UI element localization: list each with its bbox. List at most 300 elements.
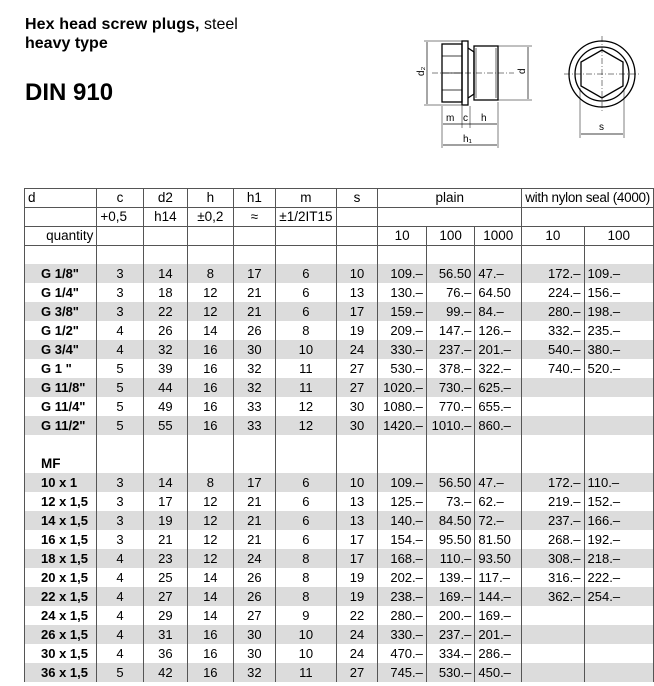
cell-d: 22 x 1,5 — [25, 587, 97, 606]
cell-s: 10 — [336, 473, 378, 492]
table-row — [25, 397, 654, 416]
cell-h: 16 — [188, 416, 233, 435]
cell-d2: 21 — [143, 530, 188, 549]
cell-n100: 198.– — [584, 302, 653, 321]
cell-h1: 30 — [233, 625, 276, 644]
cell-d: 16 x 1,5 — [25, 530, 97, 549]
cell-c: 4 — [97, 587, 143, 606]
cell-c: 5 — [97, 416, 143, 435]
cell-c: 3 — [97, 511, 143, 530]
cell-h: 12 — [188, 492, 233, 511]
cell-d2: 29 — [143, 606, 188, 625]
cell-d2: 39 — [143, 359, 188, 378]
cell-d2: 17 — [143, 492, 188, 511]
cell-p10: 530.– — [378, 359, 426, 378]
cell-n10: 172.– — [522, 264, 584, 283]
cell-d: 20 x 1,5 — [25, 568, 97, 587]
col-header-nylon-seal: with nylon seal (4000) — [522, 189, 654, 208]
cell-s: 30 — [336, 397, 378, 416]
cell-n100: 110.– — [584, 473, 653, 492]
tolerance-row — [25, 208, 654, 227]
cell-d: 12 x 1,5 — [25, 492, 97, 511]
cell-n100 — [584, 378, 653, 397]
cell-d2: 31 — [143, 625, 188, 644]
product-material: steel — [199, 16, 238, 33]
tolerance-h: ±0,2 — [188, 208, 233, 227]
cell-h: 14 — [188, 568, 233, 587]
cell-n10: 172.– — [522, 473, 584, 492]
cell-s: 24 — [336, 625, 378, 644]
cell-h1: 33 — [233, 416, 276, 435]
cell-s: 13 — [336, 492, 378, 511]
table-row — [25, 283, 654, 302]
cell-p100: 334.– — [426, 644, 474, 663]
cell-h1: 32 — [233, 663, 276, 682]
cell-d: 14 x 1,5 — [25, 511, 97, 530]
qty-nylon-10: 10 — [522, 227, 584, 246]
tolerance-d — [25, 208, 97, 227]
cell-p100: 99.– — [426, 302, 474, 321]
cell-n10 — [522, 606, 584, 625]
cell-m: 12 — [276, 416, 336, 435]
cell-m: 8 — [276, 587, 336, 606]
quantity-row — [25, 227, 654, 246]
cell-p1000: 860.– — [475, 416, 522, 435]
cell-p10: 470.– — [378, 644, 426, 663]
cell-d: G 3/8" — [25, 302, 97, 321]
cell-c: 5 — [97, 397, 143, 416]
cell-s: 17 — [336, 549, 378, 568]
cell-s: 22 — [336, 606, 378, 625]
col-header-d2: d2 — [143, 189, 188, 208]
cell-d: 26 x 1,5 — [25, 625, 97, 644]
cell-p10: 238.– — [378, 587, 426, 606]
cell-p10: 1020.– — [378, 378, 426, 397]
cell-c: 4 — [97, 568, 143, 587]
product-subtitle: heavy type — [25, 35, 108, 52]
cell-c: 5 — [97, 663, 143, 682]
cell-d2: 18 — [143, 283, 188, 302]
table-row — [25, 530, 654, 549]
cell-s: 17 — [336, 530, 378, 549]
cell-p1000: 81.50 — [475, 530, 522, 549]
spacer-row — [25, 246, 654, 265]
table-row — [25, 264, 654, 283]
cell-h1: 30 — [233, 644, 276, 663]
cell-p100: 770.– — [426, 397, 474, 416]
table-row — [25, 549, 654, 568]
cell-n100: 109.– — [584, 264, 653, 283]
cell-p10: 109.– — [378, 473, 426, 492]
cell-p100: 73.– — [426, 492, 474, 511]
dimensions-price-table — [24, 188, 654, 682]
cell-m: 10 — [276, 340, 336, 359]
table-row — [25, 359, 654, 378]
cell-m: 6 — [276, 264, 336, 283]
cell-h: 14 — [188, 587, 233, 606]
cell-m: 6 — [276, 283, 336, 302]
cell-m: 6 — [276, 302, 336, 321]
cell-n100: 235.– — [584, 321, 653, 340]
cell-m: 8 — [276, 321, 336, 340]
cell-h: 16 — [188, 359, 233, 378]
cell-n100: 520.– — [584, 359, 653, 378]
cell-m: 12 — [276, 397, 336, 416]
cell-n100: 192.– — [584, 530, 653, 549]
cell-p10: 109.– — [378, 264, 426, 283]
cell-d: 24 x 1,5 — [25, 606, 97, 625]
cell-d2: 44 — [143, 378, 188, 397]
cell-m: 6 — [276, 492, 336, 511]
cell-n100 — [584, 663, 653, 682]
cell-p100: 95.50 — [426, 530, 474, 549]
cell-d2: 32 — [143, 340, 188, 359]
cell-h: 12 — [188, 283, 233, 302]
cell-p1000: 47.– — [475, 264, 522, 283]
cell-d: G 11/4" — [25, 397, 97, 416]
cell-h1: 27 — [233, 606, 276, 625]
cell-m: 8 — [276, 549, 336, 568]
cell-d: 36 x 1,5 — [25, 663, 97, 682]
cell-d2: 49 — [143, 397, 188, 416]
cell-n100 — [584, 397, 653, 416]
cell-c: 3 — [97, 530, 143, 549]
cell-p1000: 47.– — [475, 473, 522, 492]
cell-p10: 202.– — [378, 568, 426, 587]
cell-n100: 156.– — [584, 283, 653, 302]
cell-h1: 21 — [233, 283, 276, 302]
cell-n10 — [522, 663, 584, 682]
cell-n10 — [522, 397, 584, 416]
cell-n100: 380.– — [584, 340, 653, 359]
cell-h: 8 — [188, 264, 233, 283]
table-row — [25, 302, 654, 321]
product-title — [25, 16, 238, 34]
cell-m: 6 — [276, 473, 336, 492]
col-header-s: s — [336, 189, 378, 208]
cell-h: 12 — [188, 530, 233, 549]
table-row — [25, 473, 654, 492]
table-row — [25, 340, 654, 359]
cell-p100: 84.50 — [426, 511, 474, 530]
cell-h: 16 — [188, 663, 233, 682]
cell-p1000: 201.– — [475, 340, 522, 359]
cell-p1000: 126.– — [475, 321, 522, 340]
cell-n10: 268.– — [522, 530, 584, 549]
cell-n100: 254.– — [584, 587, 653, 606]
cell-p10: 159.– — [378, 302, 426, 321]
cell-p100: 56.50 — [426, 264, 474, 283]
cell-d: G 11/2" — [25, 416, 97, 435]
cell-p1000: 169.– — [475, 606, 522, 625]
cell-h1: 32 — [233, 378, 276, 397]
cell-p100: 76.– — [426, 283, 474, 302]
svg-text:d: d — [517, 68, 528, 74]
cell-d2: 27 — [143, 587, 188, 606]
cell-s: 19 — [336, 587, 378, 606]
header-row — [25, 189, 654, 208]
table-row — [25, 492, 654, 511]
cell-p100: 56.50 — [426, 473, 474, 492]
cell-h: 14 — [188, 606, 233, 625]
cell-p10: 154.– — [378, 530, 426, 549]
svg-text:h₁: h₁ — [463, 134, 472, 145]
col-header-plain: plain — [378, 189, 522, 208]
cell-n10: 540.– — [522, 340, 584, 359]
cell-h1: 32 — [233, 359, 276, 378]
cell-n10 — [522, 378, 584, 397]
cell-p10: 330.– — [378, 340, 426, 359]
cell-p100: 730.– — [426, 378, 474, 397]
cell-h: 16 — [188, 340, 233, 359]
cell-d: G 1 " — [25, 359, 97, 378]
cell-p10: 280.– — [378, 606, 426, 625]
cell-n10: 219.– — [522, 492, 584, 511]
table-row — [25, 625, 654, 644]
cell-n10 — [522, 644, 584, 663]
cell-p100: 530.– — [426, 663, 474, 682]
table-row — [25, 568, 654, 587]
cell-p1000: 144.– — [475, 587, 522, 606]
cell-h: 16 — [188, 625, 233, 644]
cell-p10: 330.– — [378, 625, 426, 644]
col-header-c: c — [97, 189, 143, 208]
table-row — [25, 606, 654, 625]
standard-number: DIN 910 — [25, 79, 114, 106]
cell-n10: 332.– — [522, 321, 584, 340]
cell-c: 4 — [97, 606, 143, 625]
cell-s: 27 — [336, 663, 378, 682]
cell-s: 10 — [336, 264, 378, 283]
cell-p100: 110.– — [426, 549, 474, 568]
cell-p100: 200.– — [426, 606, 474, 625]
col-header-h1: h1 — [233, 189, 276, 208]
cell-p10: 1420.– — [378, 416, 426, 435]
cell-d2: 22 — [143, 302, 188, 321]
cell-c: 3 — [97, 302, 143, 321]
group-label: MF — [25, 435, 97, 473]
cell-n100 — [584, 644, 653, 663]
cell-n10 — [522, 625, 584, 644]
cell-h1: 21 — [233, 492, 276, 511]
cell-c: 5 — [97, 359, 143, 378]
cell-h: 8 — [188, 473, 233, 492]
cell-c: 3 — [97, 473, 143, 492]
cell-d2: 26 — [143, 321, 188, 340]
cell-c: 4 — [97, 549, 143, 568]
svg-text:m: m — [446, 113, 455, 124]
cell-n100 — [584, 416, 653, 435]
cell-p100: 237.– — [426, 340, 474, 359]
cell-p1000: 655.– — [475, 397, 522, 416]
cell-p100: 147.– — [426, 321, 474, 340]
tolerance-m: ±1/2IT15 — [276, 208, 336, 227]
cell-m: 11 — [276, 359, 336, 378]
cell-c: 3 — [97, 264, 143, 283]
side-view-labels — [416, 66, 528, 145]
table-row — [25, 587, 654, 606]
cell-n10: 308.– — [522, 549, 584, 568]
cell-p1000: 72.– — [475, 511, 522, 530]
cell-c: 4 — [97, 340, 143, 359]
cell-s: 30 — [336, 416, 378, 435]
col-header-m: m — [276, 189, 336, 208]
cell-m: 11 — [276, 378, 336, 397]
cell-h1: 26 — [233, 568, 276, 587]
svg-text:d₂: d₂ — [416, 66, 427, 76]
cell-h: 14 — [188, 321, 233, 340]
cell-d2: 14 — [143, 473, 188, 492]
cell-m: 10 — [276, 625, 336, 644]
cell-s: 19 — [336, 568, 378, 587]
cell-m: 9 — [276, 606, 336, 625]
cell-n10 — [522, 416, 584, 435]
cell-p100: 237.– — [426, 625, 474, 644]
side-view-drawing — [424, 41, 532, 148]
cell-p1000: 201.– — [475, 625, 522, 644]
table-row — [25, 511, 654, 530]
cell-s: 17 — [336, 302, 378, 321]
cell-p10: 125.– — [378, 492, 426, 511]
technical-drawing — [404, 28, 654, 152]
cell-p10: 130.– — [378, 283, 426, 302]
cell-c: 3 — [97, 283, 143, 302]
cell-h1: 21 — [233, 302, 276, 321]
svg-text:h: h — [481, 113, 487, 124]
tolerance-plain — [378, 208, 522, 227]
cell-p10: 140.– — [378, 511, 426, 530]
cell-s: 19 — [336, 321, 378, 340]
cell-h1: 17 — [233, 473, 276, 492]
qty-nylon-100: 100 — [584, 227, 653, 246]
tolerance-nylon — [522, 208, 654, 227]
cell-s: 27 — [336, 378, 378, 397]
table-row — [25, 663, 654, 682]
cell-c: 3 — [97, 492, 143, 511]
cell-d2: 23 — [143, 549, 188, 568]
cell-p100: 378.– — [426, 359, 474, 378]
cell-s: 13 — [336, 283, 378, 302]
cell-s: 13 — [336, 511, 378, 530]
cell-d: G 11/8" — [25, 378, 97, 397]
front-view-label-s: s — [599, 122, 604, 133]
cell-p100: 169.– — [426, 587, 474, 606]
cell-h1: 21 — [233, 511, 276, 530]
cell-d2: 36 — [143, 644, 188, 663]
cell-h1: 26 — [233, 587, 276, 606]
cell-h1: 26 — [233, 321, 276, 340]
cell-n100: 222.– — [584, 568, 653, 587]
cell-p1000: 84.– — [475, 302, 522, 321]
cell-d: 18 x 1,5 — [25, 549, 97, 568]
table-row — [25, 416, 654, 435]
cell-d2: 14 — [143, 264, 188, 283]
cell-p1000: 286.– — [475, 644, 522, 663]
cell-c: 4 — [97, 625, 143, 644]
cell-h: 12 — [188, 302, 233, 321]
cell-m: 8 — [276, 568, 336, 587]
cell-n100 — [584, 606, 653, 625]
cell-m: 6 — [276, 511, 336, 530]
cell-m: 6 — [276, 530, 336, 549]
cell-p1000: 93.50 — [475, 549, 522, 568]
cell-d: G 3/4" — [25, 340, 97, 359]
cell-n10: 280.– — [522, 302, 584, 321]
cell-h: 12 — [188, 549, 233, 568]
cell-m: 10 — [276, 644, 336, 663]
cell-h1: 33 — [233, 397, 276, 416]
cell-h1: 24 — [233, 549, 276, 568]
cell-p1000: 64.50 — [475, 283, 522, 302]
group-header-row — [25, 435, 654, 473]
cell-p100: 1010.– — [426, 416, 474, 435]
qty-plain-1000: 1000 — [475, 227, 522, 246]
qty-plain-100: 100 — [426, 227, 474, 246]
cell-d: 10 x 1 — [25, 473, 97, 492]
tolerance-h1: ≈ — [233, 208, 276, 227]
qty-plain-10: 10 — [378, 227, 426, 246]
cell-n10: 362.– — [522, 587, 584, 606]
cell-n10: 316.– — [522, 568, 584, 587]
cell-h: 16 — [188, 378, 233, 397]
table-row — [25, 644, 654, 663]
cell-d2: 25 — [143, 568, 188, 587]
quantity-label: quantity — [25, 227, 97, 246]
cell-c: 4 — [97, 321, 143, 340]
cell-d: G 1/8" — [25, 264, 97, 283]
cell-p10: 1080.– — [378, 397, 426, 416]
cell-d: G 1/4" — [25, 283, 97, 302]
cell-p1000: 322.– — [475, 359, 522, 378]
cell-s: 24 — [336, 644, 378, 663]
cell-h: 12 — [188, 511, 233, 530]
cell-n100 — [584, 625, 653, 644]
cell-d2: 55 — [143, 416, 188, 435]
cell-n100: 218.– — [584, 549, 653, 568]
product-title-bold: Hex head screw plugs, — [25, 16, 200, 33]
svg-text:c: c — [463, 113, 468, 124]
tolerance-s — [336, 208, 378, 227]
cell-p100: 139.– — [426, 568, 474, 587]
col-header-d: d — [25, 189, 97, 208]
cell-h: 16 — [188, 397, 233, 416]
cell-p1000: 62.– — [475, 492, 522, 511]
cell-d: 30 x 1,5 — [25, 644, 97, 663]
cell-s: 24 — [336, 340, 378, 359]
cell-c: 5 — [97, 378, 143, 397]
cell-h1: 17 — [233, 264, 276, 283]
cell-n100: 152.– — [584, 492, 653, 511]
cell-d: G 1/2" — [25, 321, 97, 340]
cell-n10: 224.– — [522, 283, 584, 302]
cell-n10: 237.– — [522, 511, 584, 530]
cell-m: 11 — [276, 663, 336, 682]
cell-n10: 740.– — [522, 359, 584, 378]
cell-d2: 42 — [143, 663, 188, 682]
table-row — [25, 378, 654, 397]
cell-s: 27 — [336, 359, 378, 378]
cell-p1000: 625.– — [475, 378, 522, 397]
cell-p1000: 117.– — [475, 568, 522, 587]
cell-h: 16 — [188, 644, 233, 663]
tolerance-d2: h14 — [143, 208, 188, 227]
col-header-h: h — [188, 189, 233, 208]
cell-d2: 19 — [143, 511, 188, 530]
cell-p10: 209.– — [378, 321, 426, 340]
cell-n100: 166.– — [584, 511, 653, 530]
cell-h1: 21 — [233, 530, 276, 549]
cell-p10: 168.– — [378, 549, 426, 568]
